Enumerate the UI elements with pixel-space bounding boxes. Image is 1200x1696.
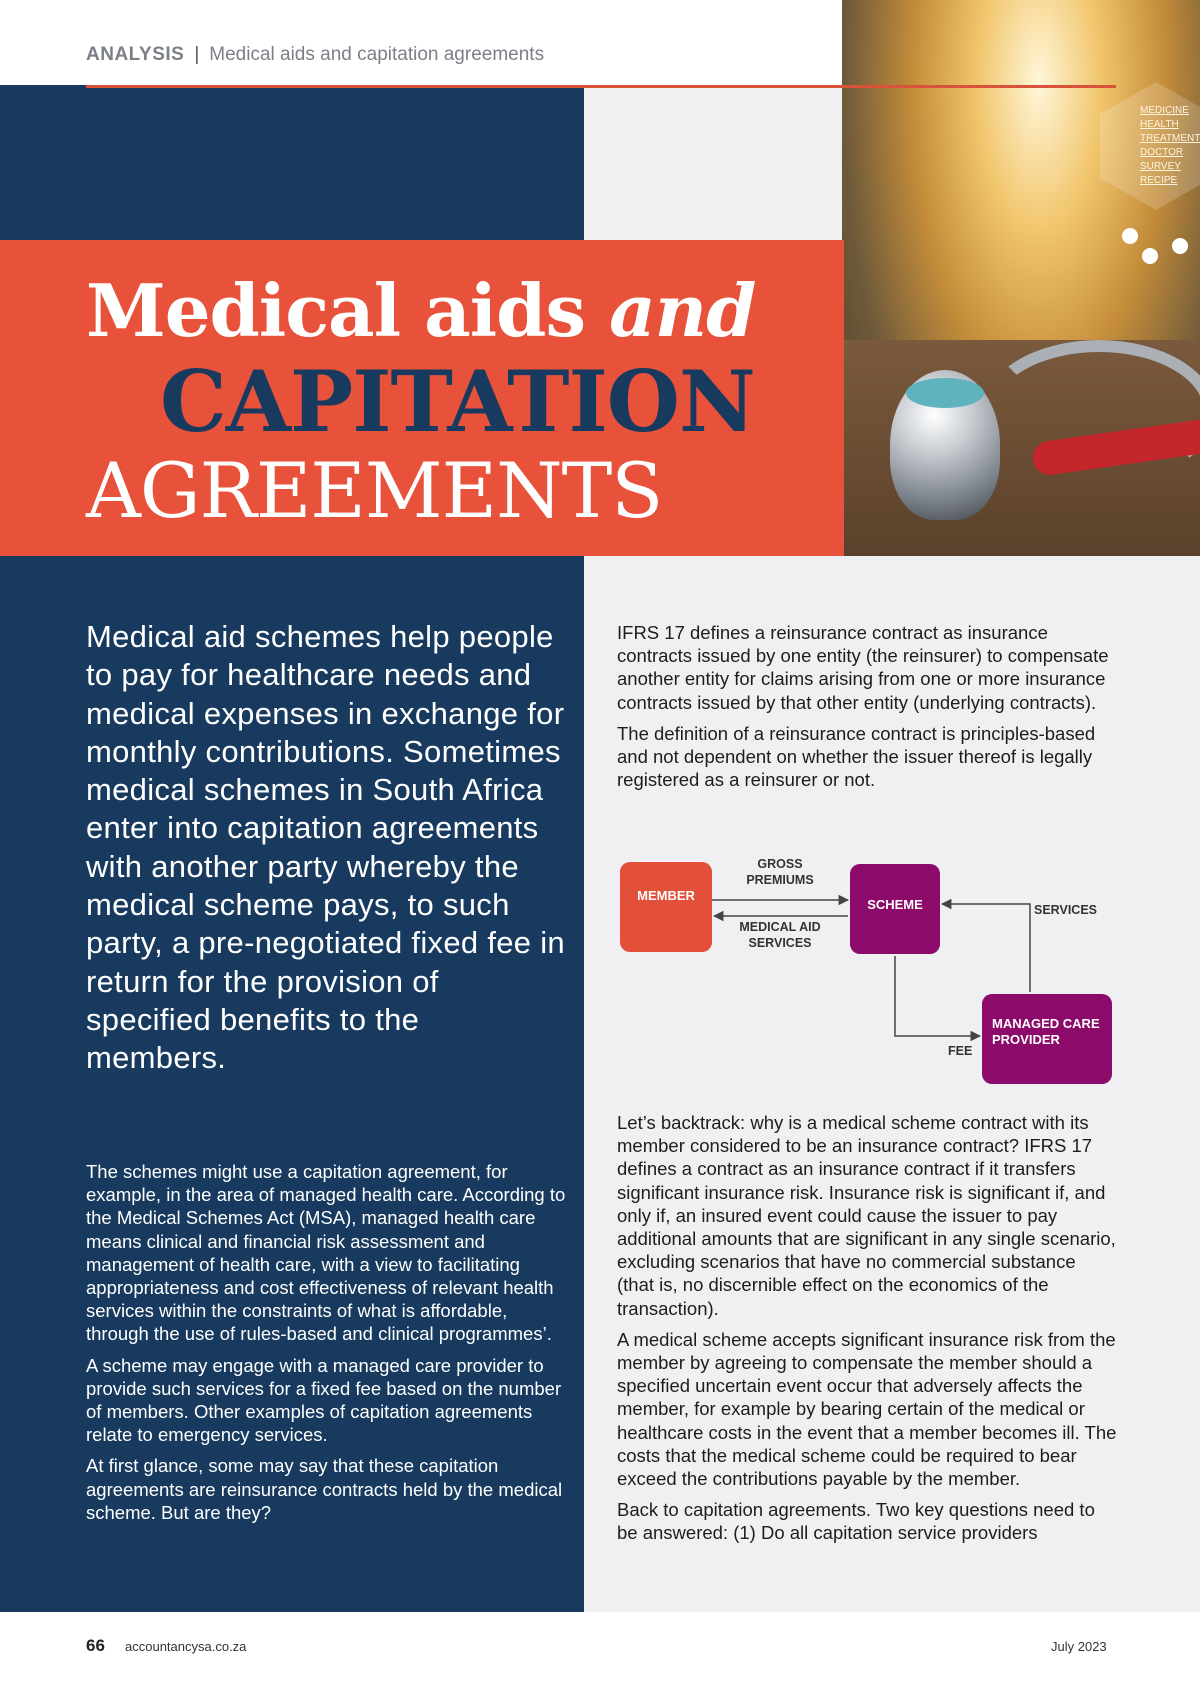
fee-arrow: [895, 956, 980, 1036]
lead-paragraph: Medical aid schemes help people to pay for healthcare needs and medical expenses in exchange for monthly contributions. Sometimes medical schemes in South Africa enter into capitation agreements with another party whereby the medical scheme pays, to such party, a pre-negotiated fixed fee in return for the provision of specified benefits to the members.: [86, 619, 565, 1076]
title-line-2: CAPITATION: [160, 352, 755, 451]
left-column: [86, 1160, 566, 1532]
body-paragraph: At first glance, some may say that these capitation agreements are reinsurance contracts held by the medical scheme. But are they?: [86, 1455, 563, 1523]
page-number: 66: [86, 1636, 105, 1655]
title-italic-word: and: [609, 268, 756, 353]
stethoscope-diaphragm: [906, 378, 984, 408]
body-paragraph: Let’s backtrack: why is a medical scheme contract with its member considered to be an insurance contract? IFRS 17 defines a contract as an insurance contract if it transfers significant insurance risk. Insurance risk is significant if, and only if, an insured event could cause the issuer to pay additional amounts that are significant in any single scenario, excluding scenarios that have no commercial substance (that is, no discernible effect on the economics of the transaction).: [617, 1112, 1116, 1319]
photo-menu-item: RECIPE: [1140, 175, 1178, 186]
photo-menu-item: HEALTH: [1140, 119, 1179, 130]
right-column-top: [617, 621, 1117, 799]
footer-date: July 2023: [1051, 1639, 1107, 1654]
network-node-icon: [1172, 238, 1188, 254]
network-node-icon: [1142, 248, 1158, 264]
title-line-3: AGREEMENTS: [86, 446, 663, 535]
title-text: Medical aids: [86, 268, 585, 353]
grey-panel-top: [584, 85, 844, 240]
header-rule: [86, 85, 1116, 88]
provider-services-arrow: [942, 904, 1030, 992]
body-paragraph: The schemes might use a capitation agreement, for example, in the area of managed health care. According to the Medical Schemes Act (MSA), managed health care means clinical and financial risk assessment and management of health care, with a view to facilitating appropriateness and cost effectiveness of relevant health services within the constraints of what is affordable, through the use of rules-based and clinical programmes’.: [86, 1161, 566, 1345]
scheme-label: SCHEME: [867, 897, 923, 912]
photo-menu-item: DOCTOR: [1140, 147, 1184, 158]
medical-aid-services-label-2: SERVICES: [748, 936, 812, 950]
body-paragraph: IFRS 17 defines a reinsurance contract as insurance contracts issued by one entity (the reinsurer) to compensate another entity for claims arising from one or more insurance contracts issued by that other entity (underlying contracts).: [617, 622, 1109, 713]
gross-premiums-label-1: GROSS: [757, 857, 803, 871]
body-paragraph: Back to capitation agreements. Two key questions need to be answered: (1) Do all capitation service providers: [617, 1499, 1095, 1544]
photo-menu: [1140, 104, 1200, 188]
member-label: MEMBER: [637, 888, 695, 903]
provider-label-2: PROVIDER: [992, 1032, 1060, 1047]
photo-menu-item: TREATMENT: [1140, 133, 1200, 144]
right-column-bottom: [617, 1111, 1117, 1553]
fee-label: FEE: [948, 1044, 973, 1058]
gross-premiums-label-2: PREMIUMS: [746, 873, 814, 887]
body-paragraph: A scheme may engage with a managed care provider to provide such services for a fixed fee based on the number of members. Other examples of capitation agreements relate to emergency services.: [86, 1354, 562, 1446]
provider-label-1: MANAGED CARE: [992, 1016, 1100, 1031]
footer-site: accountancysa.co.za: [125, 1639, 247, 1654]
body-paragraph: The definition of a reinsurance contract is principles-based and not dependent on whether the issuer thereof is legally registered as a reinsurer or not.: [617, 722, 1096, 791]
photo-menu-item: SURVEY: [1140, 161, 1181, 172]
capitation-flow-diagram: [612, 850, 1122, 1090]
title-line-1: [86, 268, 755, 353]
services-label: SERVICES: [1034, 903, 1097, 917]
running-header: [86, 44, 544, 66]
photo-menu-item: MEDICINE: [1140, 105, 1189, 116]
navy-panel-top: [0, 85, 584, 240]
network-node-icon: [1122, 228, 1138, 244]
header-separator: |: [194, 44, 200, 65]
header-topic: Medical aids and capitation agreements: [209, 44, 545, 65]
section-label: ANALYSIS: [86, 44, 185, 65]
stethoscope-photo: [842, 0, 1200, 556]
member-box: [620, 862, 712, 952]
medical-aid-services-label-1: MEDICAL AID: [739, 920, 821, 934]
body-paragraph: A medical scheme accepts significant insurance risk from the member by agreeing to compensate the member should a specified uncertain event occur that adversely affects the member, for example by bearing certain of the medical or healthcare costs in the event that a member becomes ill. The costs that the medical scheme could be required to bear exceed the contributions payable by the member.: [617, 1328, 1117, 1490]
